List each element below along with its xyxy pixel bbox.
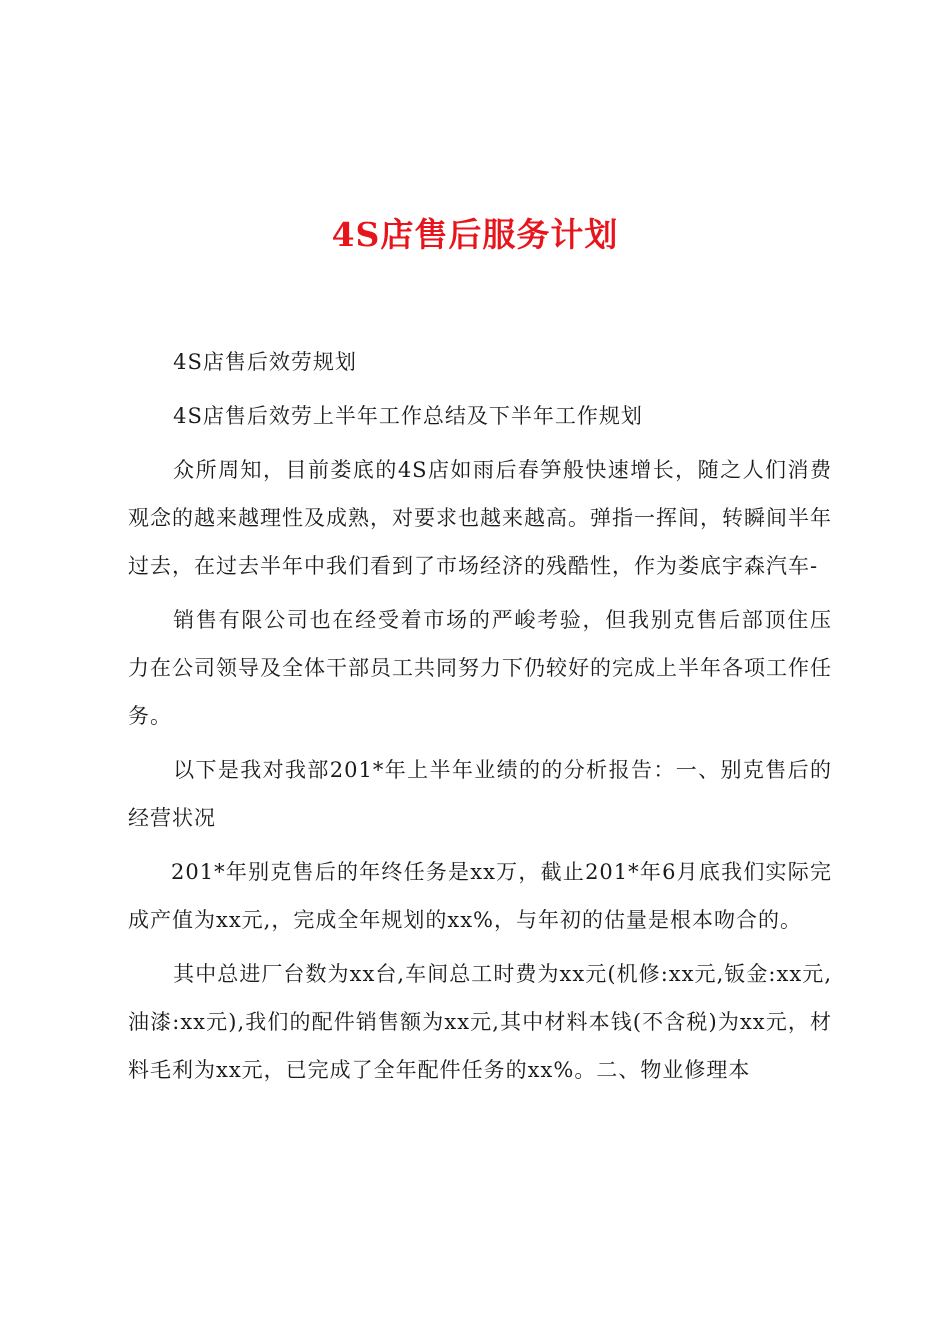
paragraph: 众所周知，目前娄底的4S店如雨后春笋般快速增长，随之人们消费观念的越来越理性及成熟，对要求也越来越高。弹指一挥间，转瞬间半年过去，在过去半年中我们看到了市场经济的残酷性，作为娄底宇森汽车-: [128, 458, 832, 578]
paragraph: 其中总进厂台数为xx台,车间总工时费为xx元(机修:xx元,钣金:xx元,油漆:xx元),我们的配件销售额为xx元,其中材料本钱(不含税)为xx元，材料毛利为xx元，已完成了全年配件任务的xx%。二、物业修理本: [128, 962, 832, 1082]
paragraph: 以下是我对我部201*年上半年业绩的的分析报告：一、别克售后的经营状况: [128, 758, 832, 830]
paragraph: 201*年别克售后的年终任务是xx万，截止201*年6月底我们实际完成产值为xx元,，完成全年规划的xx%，与年初的估量是根本吻合的。: [128, 860, 832, 932]
paragraph: 4S店售后效劳规划: [173, 350, 357, 374]
document-title: 4S店售后服务计划: [331, 215, 619, 254]
paragraph: 4S店售后效劳上半年工作总结及下半年工作规划: [173, 404, 643, 428]
document-body: [128, 338, 832, 1100]
paragraph: 销售有限公司也在经受着市场的严峻考验，但我别克售后部顶住压力在公司领导及全体干部员工共同努力下仍较好的完成上半年各项工作任务。: [128, 608, 832, 728]
